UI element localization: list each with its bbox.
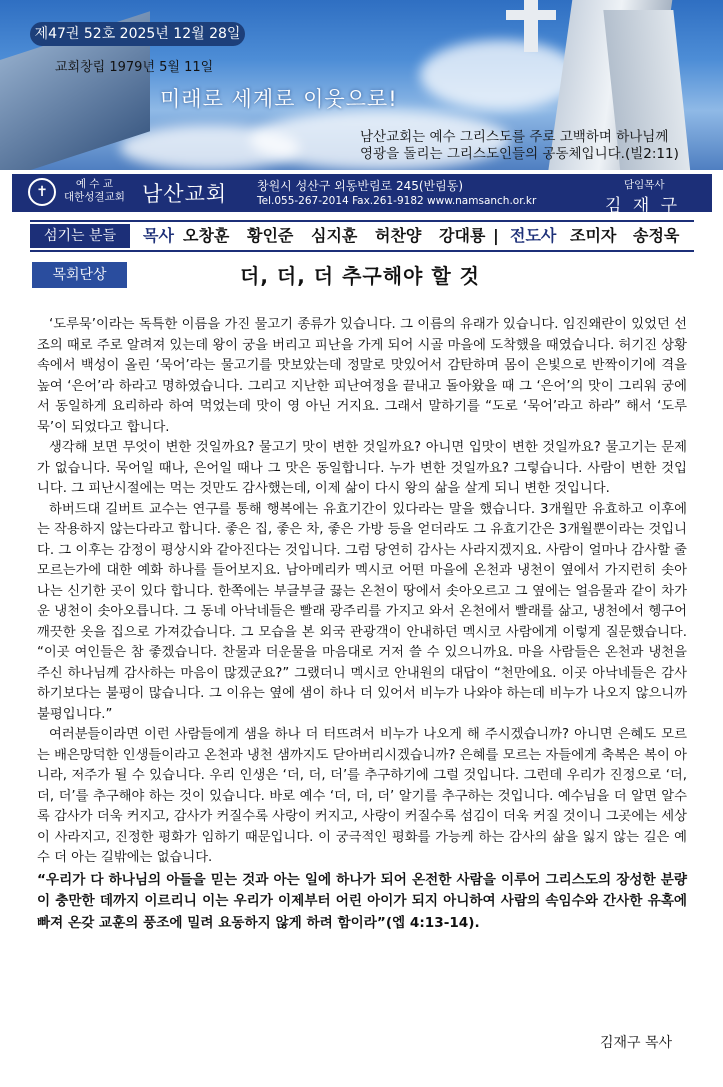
evangelist-name: 조미자 (570, 226, 617, 245)
mission-line-1: 남산교회는 예수 그리스도를 주로 고백하며 하나님께 (360, 129, 669, 145)
servants-row (30, 220, 694, 252)
scripture-quote: “우리가 다 하나님의 아들을 믿는 것과 아는 일에 하나가 되어 온전한 사람을 이루어 그리스도의 장성한 분량이 충만한 데까지 이르리니 이는 우리가 이제부터 어린 아이가 되지 아니하여 사람의 속임수와 간사한 유혹에 빠져 온갖 교훈의 풍조에 밀려 요동하지 않게 하려 함이라”(엡 4:13-14). (37, 871, 687, 931)
author-signature: 김재구 목사 (600, 1035, 673, 1051)
issue-info: 제47권 52호 2025년 12월 28일 (30, 22, 245, 46)
pastor-name: 심지훈 (311, 226, 358, 245)
paragraph: 하버드대 길버트 교수는 연구를 통해 행복에는 유효기간이 있다라는 말을 했습니다. 3개월만 유효하고 이후에는 작용하지 않는다라고 합니다. 좋은 집, 좋은 차, 좋은 가방 등을 얻더라도 그 유효기간은 3개월뿐이라는 것입니다. 그 이후는 감정이 평상시와 같아진다는 것입니다. 그럼 당연히 감사는 사라지겠지요. 사람이 얼마나 감사할 줄 모르는가에 대한 예화 하나를 들어보지요. 남아메리카 멕시코 어떤 마을에 온천과 냉천이 옆에서 가지런히 솟아나는 신기한 곳이 있다 합니다. 한쪽에는 부글부글 끓는 온천이 땅에서 솟아오르고 그 옆에는 얼음물과 같이 차가운 냉천이 솟아오릅니다. 그 동네 아낙네들은 빨래 광주리를 가지고 와서 온천에서 빨래를 삶고, 냉천에서 헹구어 깨끗한 옷을 집으로 가져갔습니다. 그 모습을 본 외국 관광객이 안내하던 멕시코 사람에게 이렇게 질문했습니다. “이곳 여인들은 참 좋겠습니다. 찬물과 더운물을 마음대로 거저 쓸 수 있으니까요. 마을 사람들은 온천과 냉천을 주신 하나님께 감사하는 마음이 많겠군요?” 그랬더니 멕시코 안내원의 대답이 “천만에요. 이곳 아낙네들은 감사하기보다는 불평이 많습니다. 그 이유는 옆에 샘이 하나 더 있어서 비누가 나와야 하는데 비누가 나오지 않으니까 불평입니다.” (37, 501, 687, 722)
pastor-name: 허찬양 (375, 226, 422, 245)
denomination-line-1: 예 수 교 (75, 178, 113, 190)
pastor-name: 강대룡 (439, 226, 486, 245)
paragraph: ‘도루묵’이라는 독특한 이름을 가진 물고기 종류가 있습니다. 그 이름의 유래가 있습니다. 임진왜란이 있었던 선조의 때로 주로 알려져 있는데 왕이 궁을 버리고 피난을 가게 되어 시골 마을에 도착했을 때였습니다. 허기진 상황 속에서 백성이 올린 ‘묵어’라는 물고기를 맛보았는데 정말로 맛있어서 감탄하며 몸이 은빛으로 반짝이기에 격을 높여 ‘은어’라 하라고 명하였습니다. 그리고 지난한 피난여정을 끝내고 돌아왔을 때 그 ‘은어’의 맛이 그리워 궁에서 동일하게 요리하라 하여 먹었는데 맛이 영 아닌 거지요. 그래서 말하기를 “도로 ‘묵어’라고 하라” 해서 ‘도루묵’이 되었다고 합니다. (37, 317, 687, 435)
church-address: 창원시 성산구 외동반림로 245(반림동) (257, 179, 464, 193)
denomination (64, 178, 125, 204)
evangelist-name: 송정욱 (633, 226, 680, 245)
church-info-bar (12, 174, 712, 216)
mission-line-2: 영광을 돌리는 그리스도인들의 공동체입니다.(빌2:11) (360, 146, 679, 162)
sermon-body (37, 315, 687, 934)
pastor-name: 오창훈 (183, 226, 230, 245)
servants-label: 섬기는 분들 (30, 224, 130, 248)
mission-statement (360, 129, 705, 163)
header-banner (0, 0, 723, 170)
founding-date: 교회창립 1979년 5월 11일 (55, 60, 214, 75)
senior-pastor-name: 김 재 구 (605, 196, 681, 216)
paragraph: 여러분들이라면 이런 사람들에게 샘을 하나 더 터뜨려서 비누가 나오게 해 주시겠습니까? 아니면 은혜도 모르는 배은망덕한 인생들이라고 온천과 냉천 샘까지도 닫아버리시겠습니까? 은혜를 모르는 자들에게 축복은 복이 아니라, 저주가 될 수 있습니다. 우리 인생은 ‘더, 더, 더’를 추구하기에 그럴 것입니다. 그런데 우리가 진정으로 ‘더, 더, 더’를 추구해야 하는 것이 있습니다. 바로 예수 ‘더, 더, 더’ 알기를 추구하는 것입니다. 예수님을 더 알면 알수록 감사가 더욱 커지고, 감사가 커질수록 사랑이 커지고, 사랑이 커질수록 섬김이 더욱 커질 것이니 그곳에는 세상이 사라지고, 진정한 평화가 임하기 때문입니다. 이 궁극적인 평화를 가능케 하는 감사의 삶을 잃지 않는 길은 예수 더 아는 길밖에는 없습니다. (37, 727, 687, 865)
pastor-name: 황인준 (247, 226, 294, 245)
sermon-title: 더, 더, 더 추구해야 할 것 (240, 264, 480, 288)
evangelist-role-label: 전도사 (510, 226, 557, 245)
paragraph: 생각해 보면 무엇이 변한 것일까요? 물고기 맛이 변한 것일까요? 아니면 입맛이 변한 것일까요? 물고기는 문제가 없습니다. 묵어일 때나, 은어일 때나 그 맛은 동일합니다. 누가 변한 것일까요? 그렇습니다. 사람이 변한 것입니다. 그 피난시절에는 먹는 것만도 감사했는데, 이제 삶이 다시 왕의 삶을 살게 되니 변한 것입니다. (37, 440, 687, 496)
church-name: 남산교회 (142, 182, 228, 206)
column-badge: 목회단상 (32, 262, 127, 288)
cloud-decoration (420, 40, 580, 110)
pastor-role-label: 목사 (143, 226, 174, 245)
role-separator: | (493, 226, 499, 245)
church-logo-icon: ✝ (28, 178, 56, 206)
senior-pastor-label: 담임목사 (624, 179, 665, 191)
church-contact: Tel.055-267-2014 Fax.261-9182 www.namsanch.or.kr (257, 195, 537, 207)
denomination-line-2: 대한성결교회 (64, 191, 125, 203)
slogan: 미래로 세계로 이웃으로! (160, 87, 398, 111)
